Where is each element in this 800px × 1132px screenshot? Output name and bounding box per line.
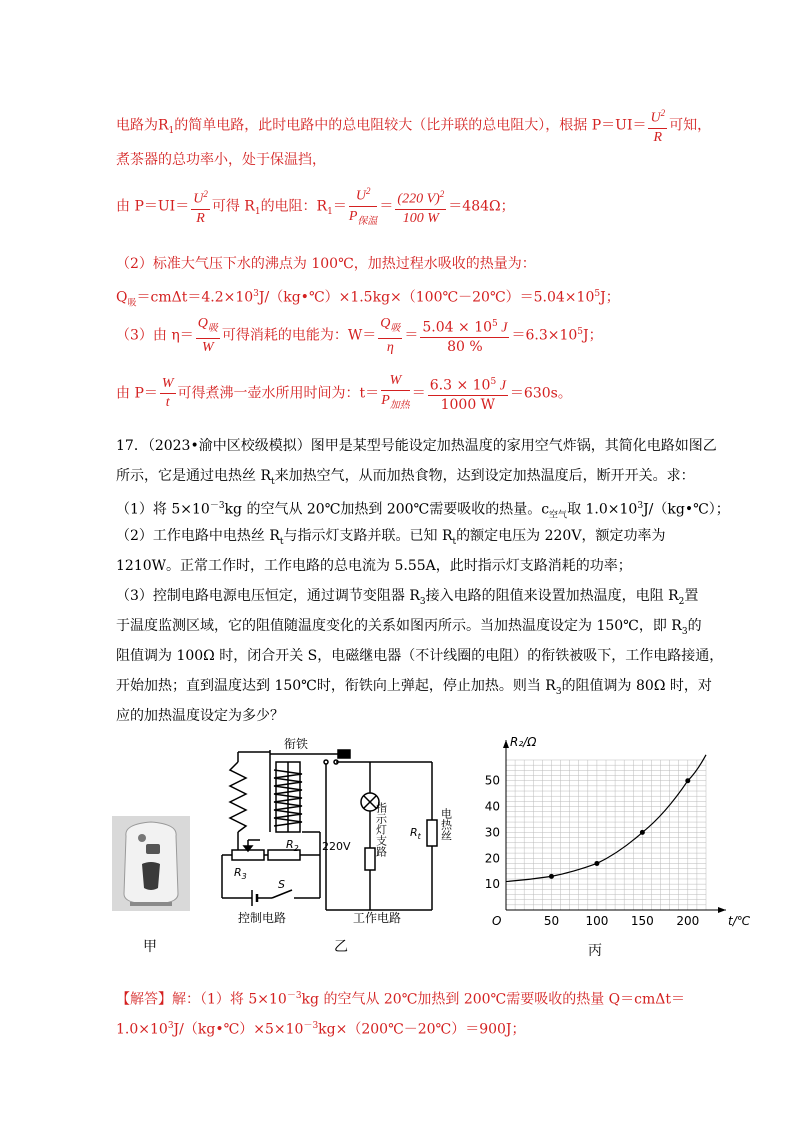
- question-line-10: 应的加热温度设定为多少？: [116, 708, 284, 724]
- control-circuit-label: 控制电路: [238, 911, 287, 925]
- solution-line-4: （2）标准大气压下水的沸点为 100℃，加热过程水吸收的热量为：: [116, 256, 536, 272]
- data-point: [640, 830, 645, 835]
- question-line-1: 17．（2023•渝中区校级模拟）图甲是某型号能设定加热温度的家用空气炸锅，其简化电路如图乙: [116, 438, 717, 454]
- armature-label: 衔铁: [284, 737, 309, 751]
- question-line-3: （1）将 $5\times 10^{-3}kg$ 的空气从 20℃加热到 200℃需要吸收的热量。$c_{空气}$取 $1.0\times 10^3J/(kg•℃)$；: [116, 501, 730, 521]
- voltage-label: 220V: [322, 840, 351, 853]
- x-tick-label: 150: [630, 914, 654, 928]
- rt-label: $R_t$: [410, 826, 421, 841]
- answer-line-2: $1.0\times 10^3J/(kg•℃)\times 5\times 10^{-3}kg\times(200℃-20℃)=900J$；: [116, 1021, 526, 1038]
- x-tick-label: 100: [585, 914, 609, 928]
- origin-label: O: [492, 914, 502, 928]
- lamp-branch-label: 指示灯支路: [374, 802, 388, 857]
- question-line-7: 于温度监测区域，它的阻值随温度变化的关系如图丙所示。当加热温度设定为 150℃，即 $R_3$的: [116, 618, 702, 637]
- data-point: [549, 874, 554, 879]
- answer-line-1: 【解答】解：（1）将 $5\times 10^{-3}kg$ 的空气从 20℃加热到 200℃需要吸收的热量 Q＝cmΔt＝: [116, 991, 685, 1008]
- circuit-diagram: [210, 737, 460, 930]
- question-line-4: （2）工作电路中电热丝 $R_t$与指示灯支路并联。已知 $R_t$的额定电压为 220V，额定功率为: [116, 528, 666, 547]
- x-axis-arrow: [718, 907, 726, 913]
- heater-label: 电热丝: [439, 808, 453, 841]
- y-tick-label: 30: [484, 825, 500, 840]
- y-axis-arrow: [503, 740, 509, 748]
- y-tick-label: 40: [484, 799, 500, 814]
- question-line-5: 1210W。正常工作时，工作电路的总电流为 5.55A，此时指示灯支路消耗的功率；: [116, 558, 632, 574]
- question-line-2: 所示，它是通过电热丝 $R_t$来加热空气，从而加热食物，达到设定加热温度后，断开开关。求：: [116, 468, 695, 487]
- work-circuit-label: 工作电路: [353, 911, 402, 925]
- question-line-9: 开始加热；直到温度达到 150℃时，衔铁向上弹起，停止加热。则当 $R_3$的阻值调为 80Ω 时，对: [116, 678, 712, 697]
- figure-jia-label: 甲: [143, 939, 157, 955]
- r2-temperature-chart: [470, 735, 751, 935]
- y-tick-label: 50: [484, 773, 500, 788]
- x-tick-label: 200: [676, 914, 700, 928]
- solution-line-5: $Q_吸=cm\Delta t=4.2\times 10^3J/(kg•℃)\times 1.5kg\times(100℃-20℃)=5.04\times 10^5J$；: [116, 289, 620, 309]
- switch-label: S: [278, 878, 285, 891]
- r3-label: $R_3$: [234, 866, 247, 881]
- x-axis-label: t/℃: [728, 914, 751, 928]
- x-tick-label: 50: [543, 914, 560, 928]
- air-fryer-photo: [112, 816, 190, 911]
- question-line-8: 阻值调为 100Ω 时，闭合开关 S，电磁继电器（不计线圈的电阻）的衔铁被吸下，工作电路接通，: [116, 648, 724, 664]
- y-axis-label: R₂/Ω: [510, 735, 537, 749]
- question-line-6: （3）控制电路电源电压恒定，通过调节变阻器 $R_3$接入电路的阻值来设置加热温度，电阻 $R_2$置: [116, 588, 699, 607]
- solution-line-2: 煮茶器的总功率小，处于保温挡，: [116, 152, 326, 168]
- solution-line-1: 电路为$R_1$的简单电路，此时电路中的总电阻较大（比并联的总电阻大），根据 P＝UI＝ $\frac{U^2}{R}$ 可知，: [116, 104, 711, 147]
- data-point: [594, 861, 599, 866]
- solution-line-3: 由 P＝UI＝ $\frac{U^2}{R}$ 可得 $R_1$的电阻：$R_1=$ $\frac{U^2}{P_{保温}}$ ＝ $\frac{(220 V)^2}{100 W}$ ＝484Ω；: [116, 182, 515, 231]
- y-tick-label: 20: [484, 851, 500, 866]
- figure-yi-label: 乙: [334, 939, 348, 955]
- y-tick-label: 10: [484, 877, 500, 892]
- solution-line-6: （3）由 η＝ $\frac{Q_吸}{W}$ 可得消耗的电能为：W＝ $\frac{Q_吸}{\eta}$ ＝ $\frac{5.04 \times 10^5 J}{80 \%}$ $=6.3\times 10^5J$；: [116, 316, 603, 356]
- solution-line-7: 由 P＝ $\frac{W}{t}$ 可得煮沸一壶水所用时间为：t＝ $\frac{W}{P_{加热}}$ ＝ $\frac{6.3 \times 10^5 J}{1000 W}$ ＝630s。: [116, 373, 572, 414]
- r2-label: $R_2$: [286, 838, 299, 853]
- data-point: [685, 778, 690, 783]
- figure-bing-label: 丙: [588, 943, 602, 959]
